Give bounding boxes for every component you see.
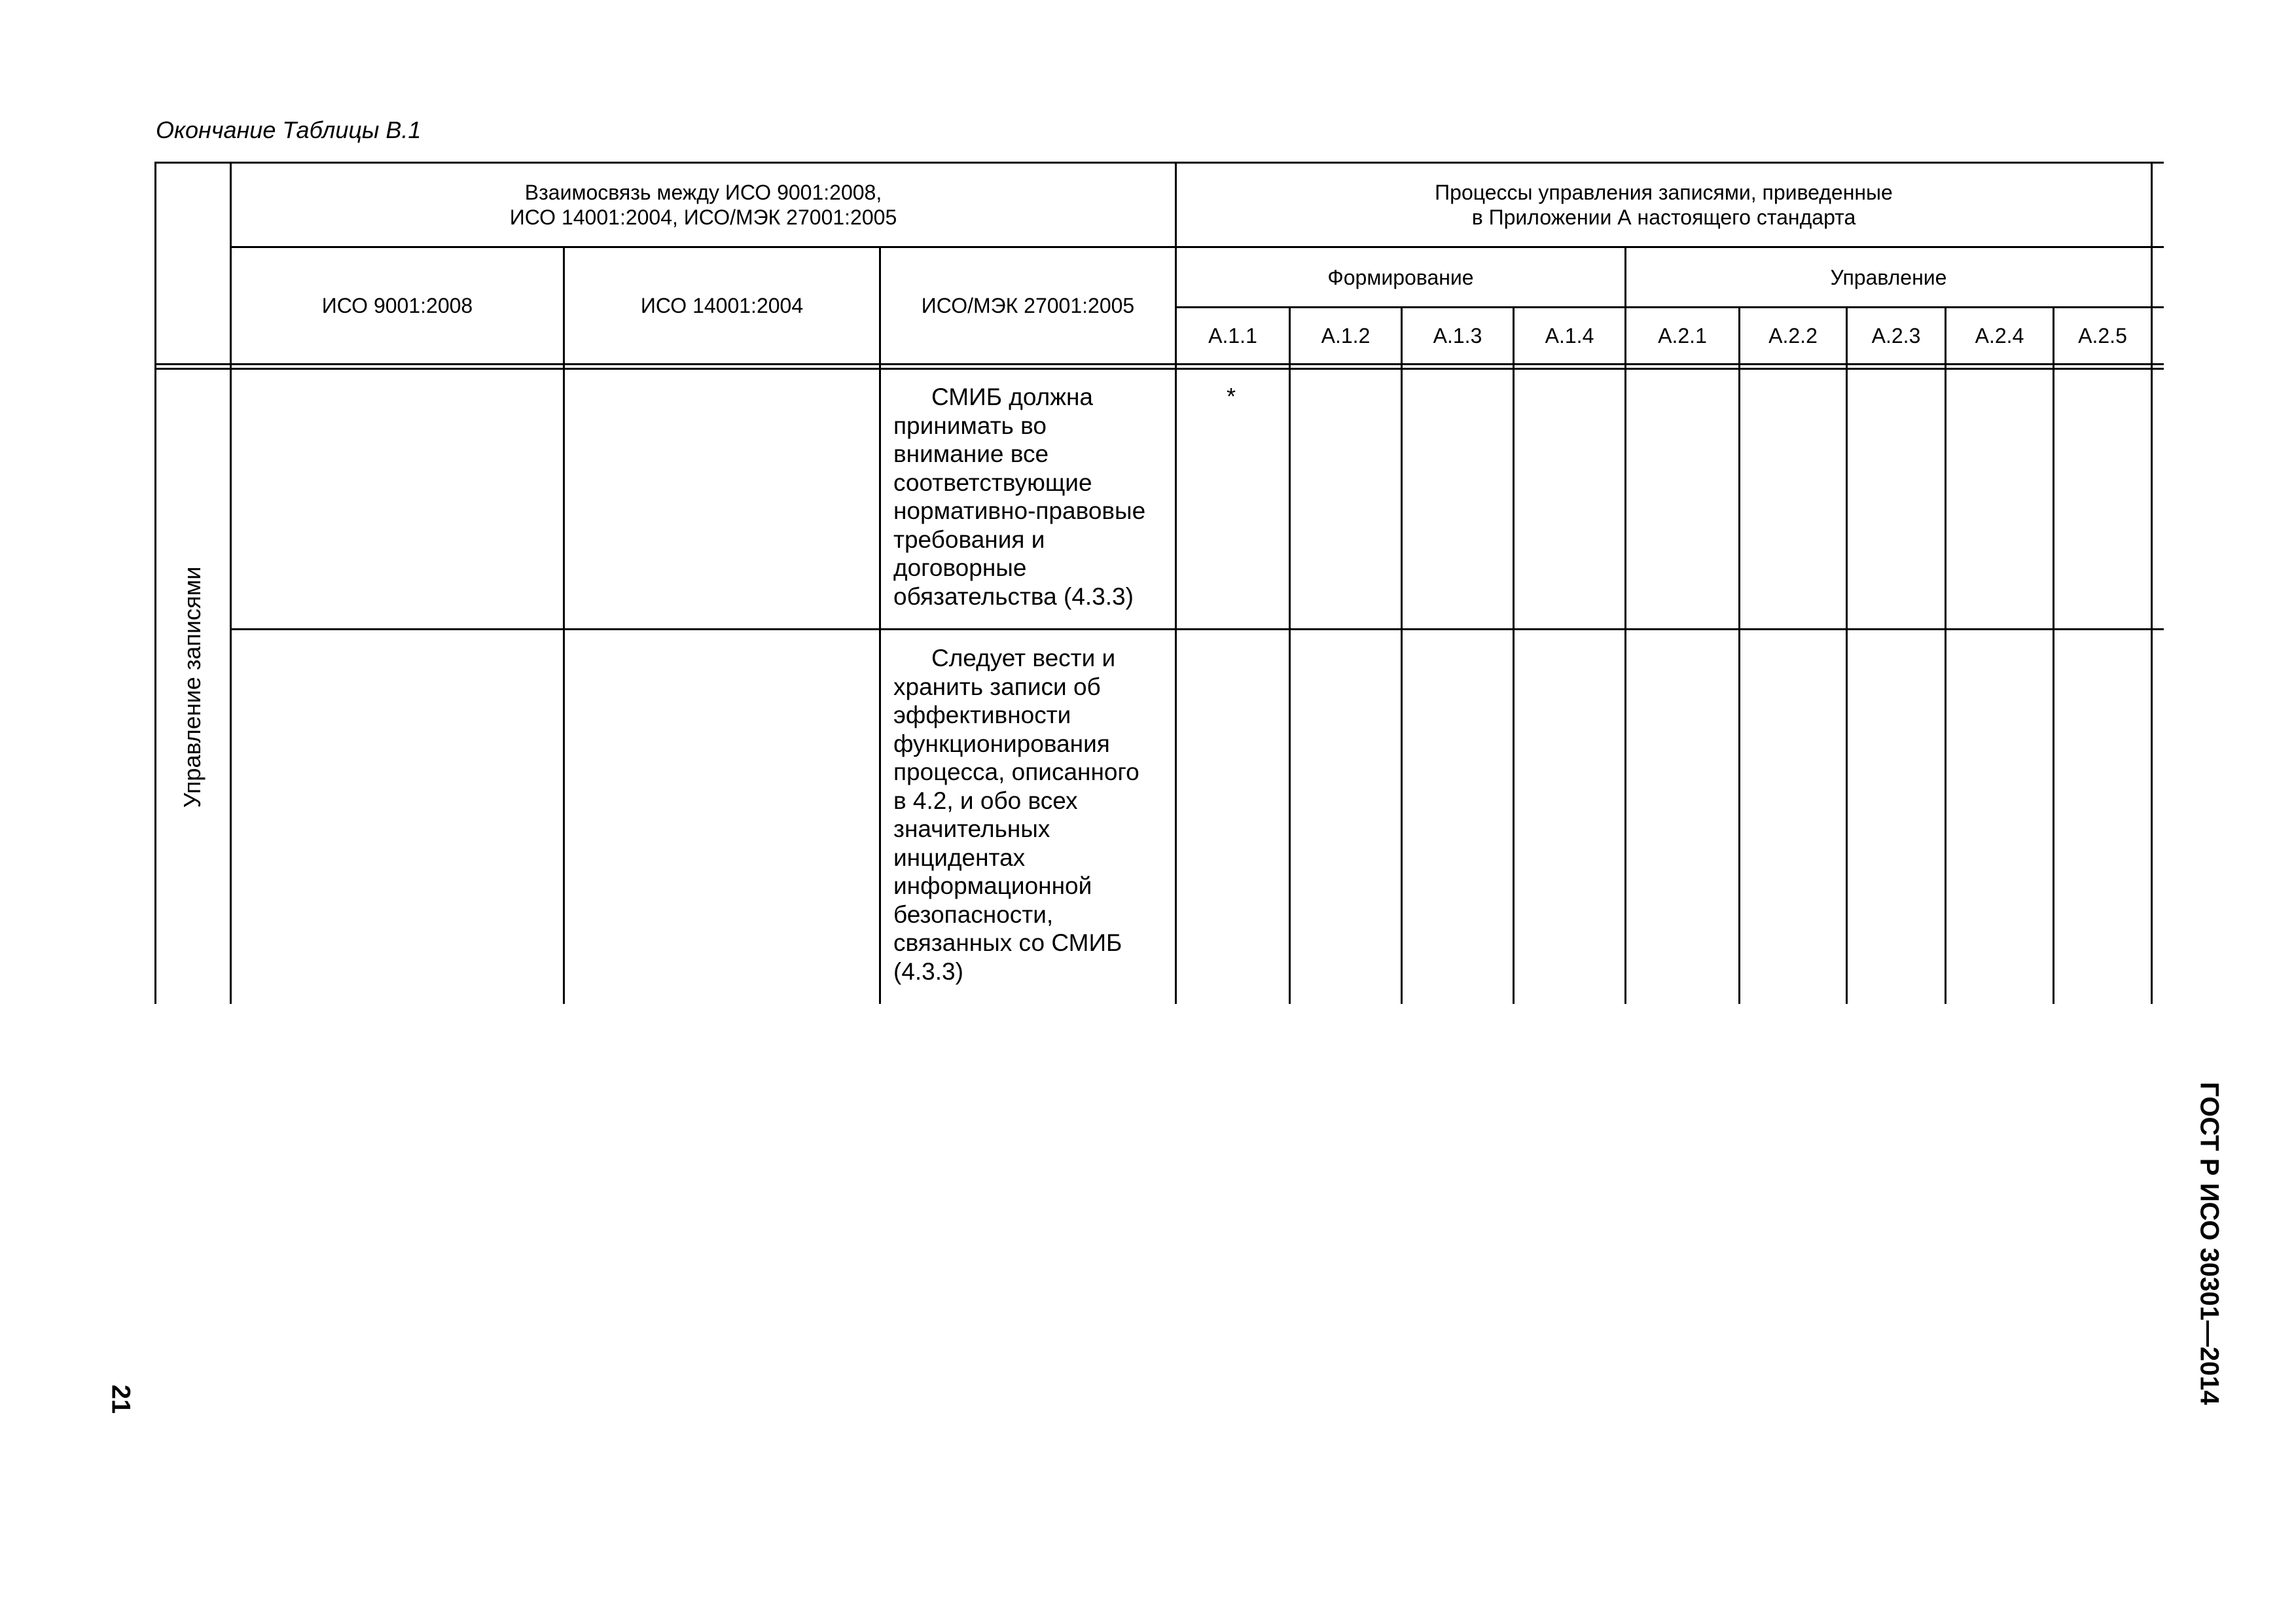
row1-iso27001-text: СМИБ должна принимать во внимание все соответствующие нормативно-правовые требования и договорные обязательства (4.3.3) — [893, 383, 1146, 610]
header-col-iso14001: ИСО 14001:2004 — [640, 294, 804, 317]
header-code-a22: А.2.2 — [1768, 324, 1818, 348]
page-number: 21 — [106, 1384, 135, 1414]
header-code-a25: А.2.5 — [2078, 324, 2127, 348]
header-col-iso9001: ИСО 9001:2008 — [321, 294, 473, 317]
row-group-label: Управление записями — [179, 566, 206, 808]
table-caption: Окончание Таблицы В.1 — [156, 116, 422, 143]
header-sub-management: Управление — [1830, 265, 1947, 289]
header-col-iso27001: ИСО/МЭК 27001:2005 — [921, 294, 1135, 317]
header-group-relationship: Взаимосвязь между ИСО 9001:2008, ИСО 14001:2004, ИСО/МЭК 27001:2005 — [509, 181, 897, 229]
row1-mark-a11: * — [1227, 383, 1236, 410]
header-code-a13: А.1.3 — [1433, 324, 1482, 348]
header-code-a24: А.2.4 — [1975, 324, 2024, 348]
header-code-a21: А.2.1 — [1658, 324, 1707, 348]
header-code-a14: А.1.4 — [1545, 324, 1594, 348]
row2-iso27001-text: Следует вести и хранить записи об эффективности функционирования процесса, описанного в 4.2, и обо всех значительных инцидентах информационной безопасности, связанных со СМИБ (4.3.3) — [893, 645, 1139, 985]
header-code-a11: А.1.1 — [1208, 324, 1257, 348]
header-code-a12: А.1.2 — [1321, 324, 1371, 348]
header-code-a23: А.2.3 — [1871, 324, 1921, 348]
document-designation: ГОСТ Р ИСО 30301—2014 — [2195, 1082, 2224, 1405]
header-sub-formation: Формирование — [1327, 265, 1474, 289]
header-group-processes: Процессы управления записями, приведенные в Приложении А настоящего стандарта — [1435, 181, 1893, 229]
